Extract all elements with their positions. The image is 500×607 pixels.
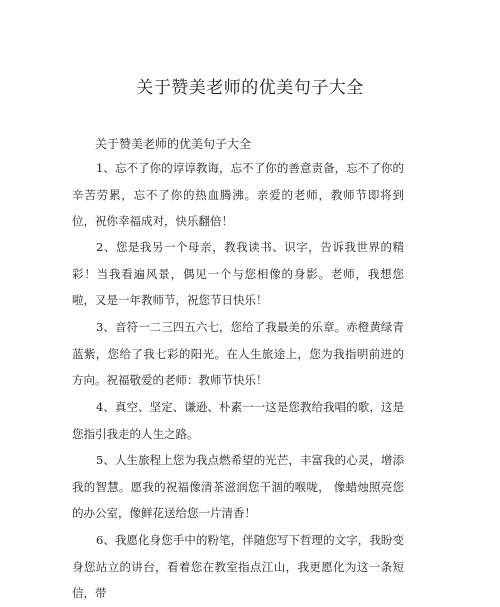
paragraph-1: 1、忘不了你的谆谆教诲，忘不了你的善意责备，忘不了你的辛苦劳累，忘不了你的热血腾沸。亲爱的老师，教师节即将到位，祝你幸福成对，快乐翻倍！ bbox=[72, 161, 404, 228]
paragraph-2: 2、您是我另一个母亲，教我读书、识字，告诉我世界的精彩！当我看遍风景，偶见一个与您相像的身影。老师，我想您啦，又是一年教师节，祝您节日快乐！ bbox=[72, 240, 404, 307]
document-subtitle: 关于赞美老师的优美句子大全 bbox=[95, 137, 252, 151]
paragraph-3: 3、音符一二三四五六七，您给了我最美的乐章。赤橙黄绿青蓝紫，您给了我七彩的阳光。在人生旅途上，您为我指明前进的方向。祝福敬爱的老师：教师节快乐！ bbox=[72, 320, 404, 387]
paragraph-4: 4、真空、坚定、谦逊、朴素一一这是您教给我唱的歌，这是您指引我走的人生之路。 bbox=[72, 400, 404, 441]
paragraph-5: 5、人生旅程上您为我点燃希望的光芒，丰富我的心灵，增添我的智慧。愿我的祝福像清茶滋润您干涸的喉咙， 像蜡烛照亮您的办公室，像鲜花送给您一片清香！ bbox=[72, 453, 404, 520]
document-title: 关于赞美老师的优美句子大全 bbox=[136, 78, 364, 98]
paragraph-6: 6、我愿化身您手中的粉笔，伴随您写下哲理的文字，我盼变身您站立的讲台，看着您在教室指点江山，我更愿化为这一条短信，带 bbox=[72, 533, 404, 600]
